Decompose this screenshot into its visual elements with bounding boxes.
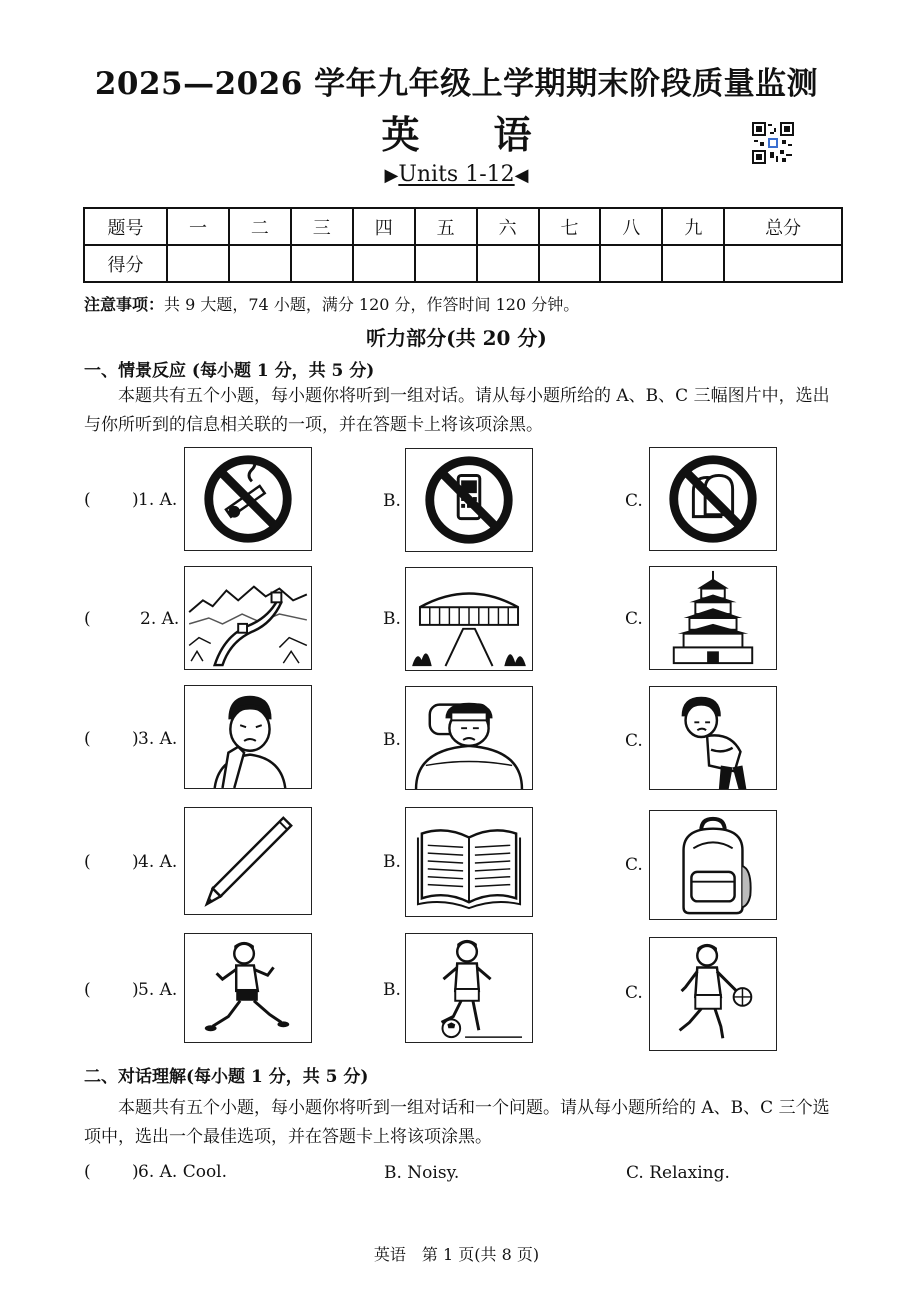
option-c-label: C. (625, 609, 643, 629)
option-c-label: C. (625, 731, 643, 751)
option-b-label: B. (383, 852, 401, 872)
score-cell (167, 245, 229, 282)
part1-title: 一、情景反应 (每小题 1 分，共 5 分) (84, 361, 375, 381)
answer-paren-close: ) (132, 490, 139, 510)
table-cell: 七 (539, 208, 601, 245)
score-cell (415, 245, 477, 282)
note-text: 共 9 大题，74 小题，满分 120 分，作答时间 120 分钟。 (164, 295, 580, 314)
score-cell (353, 245, 415, 282)
option-b-label: B. (383, 730, 401, 750)
open-book-icon[interactable] (405, 807, 533, 917)
answer-paren-open: ( (84, 852, 91, 872)
page-footer: 英语 第 1 页(共 8 页) (373, 1245, 540, 1264)
answer-paren-open: ( (84, 490, 91, 510)
triangle-left-icon: ◀ (514, 165, 529, 186)
question-number: 4. A. (138, 852, 178, 872)
question-number: 2. A. (140, 609, 180, 629)
option-b-label: B. (383, 980, 401, 1000)
q6-option-a[interactable]: 6. A. Cool. (138, 1162, 228, 1182)
table-cell: 九 (662, 208, 724, 245)
table-cell: 得分 (84, 245, 167, 282)
no-food-icon[interactable] (649, 447, 777, 551)
exam-title: 2025—2026 学年九年级上学期期末阶段质量监测 (94, 66, 819, 102)
part1-instruction: 本题共有五个小题，每小题你将听到一组对话。请从每小题所给的 A、B、C 三幅图片中，选出与你所听到的信息相关联的一项，并在答题卡上将该项涂黑。 (84, 386, 830, 435)
option-b-label: B. (383, 491, 401, 511)
score-table-header-row (84, 208, 842, 245)
units-range (0, 162, 913, 187)
table-cell: 题号 (84, 208, 167, 245)
basketball-boy-icon[interactable] (649, 937, 777, 1051)
running-boy-icon[interactable] (184, 933, 312, 1043)
pencil-icon[interactable] (184, 807, 312, 915)
triangle-right-icon: ▶ (384, 165, 399, 186)
score-table (83, 207, 843, 283)
table-cell: 八 (600, 208, 662, 245)
question-number: 5. A. (138, 980, 178, 1000)
stomachache-boy-icon[interactable] (649, 686, 777, 790)
soccer-boy-icon[interactable] (405, 933, 533, 1043)
part2-instruction: 本题共有五个小题，每小题你将听到一组对话和一个问题。请从每小题所给的 A、B、C 三个选项中，选出一个最佳选项，并在答题卡上将该项涂黑。 (84, 1098, 830, 1147)
table-cell: 一 (167, 208, 229, 245)
table-cell: 四 (353, 208, 415, 245)
subject-char-2: 语 (493, 112, 532, 157)
sick-in-bed-icon[interactable] (405, 686, 533, 790)
answer-paren-open: ( (84, 1162, 91, 1182)
note-label: 注意事项： (84, 295, 165, 314)
no-smoking-icon[interactable] (184, 447, 312, 551)
question-number: 1. A. (138, 490, 178, 510)
answer-paren-open: ( (84, 609, 91, 629)
no-phone-icon[interactable] (405, 448, 533, 552)
table-cell: 总分 (724, 208, 842, 245)
option-c-label: C. (625, 855, 643, 875)
score-cell (229, 245, 291, 282)
table-cell: 五 (415, 208, 477, 245)
great-wall-icon[interactable] (184, 566, 312, 670)
option-c-label: C. (625, 983, 643, 1003)
table-cell: 六 (477, 208, 539, 245)
score-table-score-row (84, 245, 842, 282)
exam-note (84, 292, 579, 315)
option-c-label: C. (625, 491, 643, 511)
backpack-icon[interactable] (649, 810, 777, 920)
score-cell (477, 245, 539, 282)
score-cell (291, 245, 353, 282)
toothache-boy-icon[interactable] (184, 685, 312, 789)
table-cell: 二 (229, 208, 291, 245)
answer-paren-close: ) (132, 729, 139, 749)
table-cell: 三 (291, 208, 353, 245)
stadium-icon[interactable] (405, 567, 533, 671)
answer-paren-close: ) (132, 852, 139, 872)
q6-option-c[interactable]: C. Relaxing. (626, 1163, 730, 1183)
subject-char-1: 英 (381, 112, 420, 157)
answer-paren-close: ) (132, 980, 139, 1000)
units-label: Units 1-12 (398, 162, 515, 187)
score-cell (600, 245, 662, 282)
q6-option-b[interactable]: B. Noisy. (384, 1163, 460, 1183)
listening-section-title: 听力部分(共 20 分) (366, 326, 547, 350)
option-b-label: B. (383, 609, 401, 629)
qr-code-icon (752, 122, 794, 164)
pagoda-tower-icon[interactable] (649, 566, 777, 670)
answer-paren-close: ) (132, 1162, 139, 1182)
answer-paren-open: ( (84, 980, 91, 1000)
score-cell (539, 245, 601, 282)
question-number: 3. A. (138, 729, 178, 749)
part2-title: 二、对话理解(每小题 1 分，共 5 分) (84, 1067, 369, 1087)
score-cell (662, 245, 724, 282)
score-cell (724, 245, 842, 282)
answer-paren-open: ( (84, 729, 91, 749)
